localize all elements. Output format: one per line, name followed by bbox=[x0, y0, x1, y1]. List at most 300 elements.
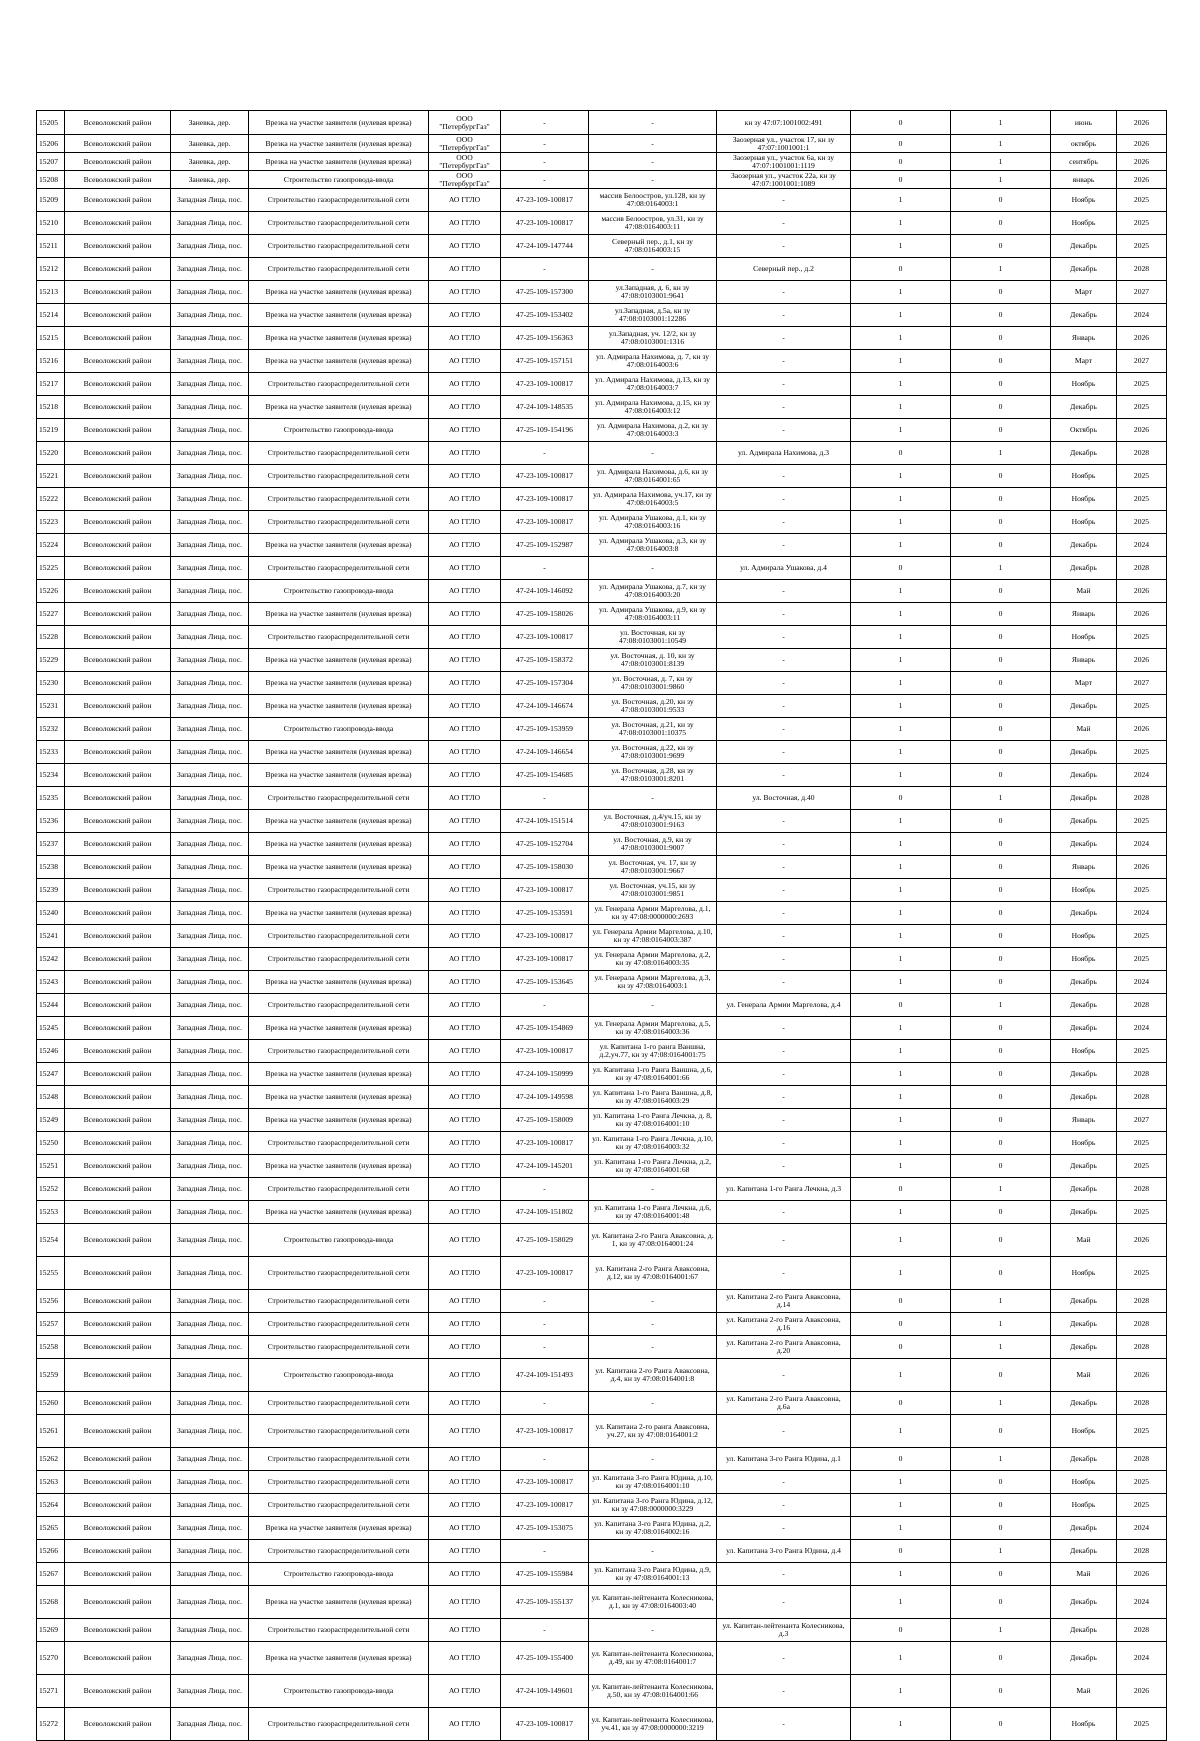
address-contracted-cell: - bbox=[589, 135, 717, 153]
table-row bbox=[37, 135, 1167, 153]
table-row bbox=[37, 1201, 1167, 1224]
count-planned-cell: 0 bbox=[951, 1224, 1051, 1257]
organization-cell: АО ГГЛО bbox=[429, 1392, 501, 1415]
contract-number-cell: 47-24-109-151514 bbox=[501, 810, 589, 833]
address-contracted-cell: ул. Капитан-лейтенанта Колесникова, д.50, кн зу 47:08:0164001:66 bbox=[589, 1675, 717, 1708]
district-cell: Всеволожский район bbox=[65, 672, 171, 695]
district-cell: Всеволожский район bbox=[65, 764, 171, 787]
month-cell: Ноябрь bbox=[1051, 1494, 1117, 1517]
count-contracted-cell: 1 bbox=[851, 1063, 951, 1086]
address-contracted-cell: ул. Капитана 1-го Ранга Лечкна, д.6, кн зу 47:08:0164001:48 bbox=[589, 1201, 717, 1224]
month-cell: Ноябрь bbox=[1051, 626, 1117, 649]
count-contracted-cell: 1 bbox=[851, 1201, 951, 1224]
count-planned-cell: 1 bbox=[951, 787, 1051, 810]
contract-number-cell: - bbox=[501, 442, 589, 465]
count-planned-cell: 0 bbox=[951, 1086, 1051, 1109]
count-planned-cell: 0 bbox=[951, 1359, 1051, 1392]
table-row bbox=[37, 1155, 1167, 1178]
count-planned-cell: 0 bbox=[951, 235, 1051, 258]
count-planned-cell: 0 bbox=[951, 1415, 1051, 1448]
work-type-cell: Строительство газопровода-ввода bbox=[249, 1675, 429, 1708]
address-planned-cell: - bbox=[717, 373, 851, 396]
contract-number-cell: 47-25-109-153402 bbox=[501, 304, 589, 327]
month-cell: Декабрь bbox=[1051, 304, 1117, 327]
table-row bbox=[37, 171, 1167, 189]
count-contracted-cell: 1 bbox=[851, 879, 951, 902]
organization-cell: АО ГГЛО bbox=[429, 1086, 501, 1109]
settlement-cell: Западная Лица, пос. bbox=[171, 603, 249, 626]
organization-cell: АО ГГЛО bbox=[429, 833, 501, 856]
row-number-cell: 15241 bbox=[37, 925, 65, 948]
contract-number-cell: - bbox=[501, 258, 589, 281]
settlement-cell: Западная Лица, пос. bbox=[171, 1619, 249, 1642]
contract-number-cell: - bbox=[501, 1290, 589, 1313]
district-cell: Всеволожский район bbox=[65, 419, 171, 442]
month-cell: Декабрь bbox=[1051, 442, 1117, 465]
count-contracted-cell: 0 bbox=[851, 994, 951, 1017]
count-contracted-cell: 1 bbox=[851, 1155, 951, 1178]
row-number-cell: 15254 bbox=[37, 1224, 65, 1257]
row-number-cell: 15239 bbox=[37, 879, 65, 902]
month-cell: Декабрь bbox=[1051, 695, 1117, 718]
address-contracted-cell: ул. Адмирала Нахимова, д.13, кн зу 47:08:0164003:7 bbox=[589, 373, 717, 396]
settlement-cell: Западная Лица, пос. bbox=[171, 925, 249, 948]
row-number-cell: 15210 bbox=[37, 212, 65, 235]
settlement-cell: Западная Лица, пос. bbox=[171, 1155, 249, 1178]
work-type-cell: Строительство газопровода-ввода bbox=[249, 718, 429, 741]
contract-number-cell: 47-25-109-154196 bbox=[501, 419, 589, 442]
settlement-cell: Заневка, дер. bbox=[171, 111, 249, 135]
year-cell: 2028 bbox=[1117, 1063, 1167, 1086]
contract-number-cell: 47-23-109-100817 bbox=[501, 948, 589, 971]
month-cell: Январь bbox=[1051, 856, 1117, 879]
settlement-cell: Западная Лица, пос. bbox=[171, 718, 249, 741]
year-cell: 2028 bbox=[1117, 1290, 1167, 1313]
address-planned-cell: - bbox=[717, 580, 851, 603]
contract-number-cell: 47-23-109-100817 bbox=[501, 373, 589, 396]
row-number-cell: 15242 bbox=[37, 948, 65, 971]
settlement-cell: Западная Лица, пос. bbox=[171, 1336, 249, 1359]
month-cell: Декабрь bbox=[1051, 810, 1117, 833]
work-type-cell: Врезка на участке заявителя (нулевая врезка) bbox=[249, 1086, 429, 1109]
count-contracted-cell: 1 bbox=[851, 281, 951, 304]
settlement-cell: Западная Лица, пос. bbox=[171, 1132, 249, 1155]
district-cell: Всеволожский район bbox=[65, 1359, 171, 1392]
settlement-cell: Западная Лица, пос. bbox=[171, 511, 249, 534]
settlement-cell: Западная Лица, пос. bbox=[171, 1415, 249, 1448]
district-cell: Всеволожский район bbox=[65, 304, 171, 327]
settlement-cell: Западная Лица, пос. bbox=[171, 1178, 249, 1201]
settlement-cell: Западная Лица, пос. bbox=[171, 1359, 249, 1392]
contract-number-cell: 47-24-109-146654 bbox=[501, 741, 589, 764]
organization-cell: АО ГГЛО bbox=[429, 1109, 501, 1132]
work-type-cell: Строительство газопровода-ввода bbox=[249, 419, 429, 442]
contract-number-cell: 47-23-109-100817 bbox=[501, 212, 589, 235]
table-row bbox=[37, 1224, 1167, 1257]
settlement-cell: Западная Лица, пос. bbox=[171, 1448, 249, 1471]
count-contracted-cell: 1 bbox=[851, 1675, 951, 1708]
work-type-cell: Строительство газораспределительной сети bbox=[249, 925, 429, 948]
row-number-cell: 15206 bbox=[37, 135, 65, 153]
row-number-cell: 15267 bbox=[37, 1563, 65, 1586]
work-type-cell: Строительство газопровода-ввода bbox=[249, 171, 429, 189]
table-row bbox=[37, 258, 1167, 281]
month-cell: Ноябрь bbox=[1051, 1415, 1117, 1448]
address-contracted-cell: ул. Адмирала Нахимова, д.2, кн зу 47:08:0164003:3 bbox=[589, 419, 717, 442]
organization-cell: АО ГГЛО bbox=[429, 419, 501, 442]
work-type-cell: Строительство газораспределительной сети bbox=[249, 1494, 429, 1517]
row-number-cell: 15246 bbox=[37, 1040, 65, 1063]
organization-cell: АО ГГЛО bbox=[429, 511, 501, 534]
address-contracted-cell: массив Белоостров, ул.31, кн зу 47:08:0164003:11 bbox=[589, 212, 717, 235]
row-number-cell: 15248 bbox=[37, 1086, 65, 1109]
address-planned-cell: - bbox=[717, 1642, 851, 1675]
work-type-cell: Врезка на участке заявителя (нулевая врезка) bbox=[249, 281, 429, 304]
count-contracted-cell: 1 bbox=[851, 1586, 951, 1619]
address-planned-cell: ул. Капитана 2-го Ранга Аваксовна, д.14 bbox=[717, 1290, 851, 1313]
district-cell: Всеволожский район bbox=[65, 1086, 171, 1109]
district-cell: Всеволожский район bbox=[65, 1257, 171, 1290]
address-contracted-cell: - bbox=[589, 1178, 717, 1201]
contract-number-cell: 47-25-109-158372 bbox=[501, 649, 589, 672]
table-row bbox=[37, 856, 1167, 879]
settlement-cell: Западная Лица, пос. bbox=[171, 235, 249, 258]
year-cell: 2026 bbox=[1117, 580, 1167, 603]
organization-cell: АО ГГЛО bbox=[429, 1017, 501, 1040]
row-number-cell: 15205 bbox=[37, 111, 65, 135]
month-cell: Декабрь bbox=[1051, 1063, 1117, 1086]
organization-cell: АО ГГЛО bbox=[429, 1132, 501, 1155]
district-cell: Всеволожский район bbox=[65, 971, 171, 994]
district-cell: Всеволожский район bbox=[65, 1675, 171, 1708]
address-contracted-cell: ул. Адмирала Ушакова, д.9, кн зу 47:08:0164003:11 bbox=[589, 603, 717, 626]
settlement-cell: Западная Лица, пос. bbox=[171, 787, 249, 810]
count-planned-cell: 0 bbox=[951, 488, 1051, 511]
address-planned-cell: - bbox=[717, 856, 851, 879]
year-cell: 2026 bbox=[1117, 135, 1167, 153]
address-contracted-cell: ул. Капитана 1-го Ранга Лечкна, д.10, кн зу 47:08:0164003:32 bbox=[589, 1132, 717, 1155]
organization-cell: АО ГГЛО bbox=[429, 580, 501, 603]
table-row bbox=[37, 1290, 1167, 1313]
month-cell: Октябрь bbox=[1051, 419, 1117, 442]
count-planned-cell: 0 bbox=[951, 718, 1051, 741]
count-planned-cell: 1 bbox=[951, 1290, 1051, 1313]
table-row bbox=[37, 465, 1167, 488]
contract-number-cell: 47-23-109-100817 bbox=[501, 879, 589, 902]
count-planned-cell: 0 bbox=[951, 1017, 1051, 1040]
month-cell: Декабрь bbox=[1051, 1290, 1117, 1313]
contract-number-cell: 47-23-109-100817 bbox=[501, 465, 589, 488]
work-type-cell: Строительство газораспределительной сети bbox=[249, 557, 429, 580]
table-row bbox=[37, 1359, 1167, 1392]
year-cell: 2025 bbox=[1117, 626, 1167, 649]
month-cell: Март bbox=[1051, 281, 1117, 304]
work-type-cell: Врезка на участке заявителя (нулевая врезка) bbox=[249, 135, 429, 153]
contract-number-cell: 47-25-109-153959 bbox=[501, 718, 589, 741]
row-number-cell: 15237 bbox=[37, 833, 65, 856]
address-contracted-cell: - bbox=[589, 557, 717, 580]
district-cell: Всеволожский район bbox=[65, 171, 171, 189]
table-row bbox=[37, 971, 1167, 994]
organization-cell: АО ГГЛО bbox=[429, 856, 501, 879]
settlement-cell: Западная Лица, пос. bbox=[171, 948, 249, 971]
address-planned-cell: - bbox=[717, 235, 851, 258]
count-contracted-cell: 0 bbox=[851, 1392, 951, 1415]
count-planned-cell: 0 bbox=[951, 1708, 1051, 1741]
settlement-cell: Западная Лица, пос. bbox=[171, 902, 249, 925]
contract-number-cell: 47-23-109-100817 bbox=[501, 925, 589, 948]
address-contracted-cell: ул. Капитана 1-го Ранга Ваншна, д.6, кн зу 47:08:0164001:66 bbox=[589, 1063, 717, 1086]
organization-cell: АО ГГЛО bbox=[429, 212, 501, 235]
count-planned-cell: 0 bbox=[951, 856, 1051, 879]
district-cell: Всеволожский район bbox=[65, 1201, 171, 1224]
month-cell: Ноябрь bbox=[1051, 925, 1117, 948]
year-cell: 2027 bbox=[1117, 672, 1167, 695]
count-contracted-cell: 1 bbox=[851, 511, 951, 534]
contract-number-cell: - bbox=[501, 1392, 589, 1415]
count-contracted-cell: 1 bbox=[851, 534, 951, 557]
count-planned-cell: 1 bbox=[951, 1540, 1051, 1563]
address-planned-cell: - bbox=[717, 971, 851, 994]
table-row bbox=[37, 327, 1167, 350]
count-contracted-cell: 1 bbox=[851, 419, 951, 442]
count-contracted-cell: 1 bbox=[851, 833, 951, 856]
settlement-cell: Западная Лица, пос. bbox=[171, 1040, 249, 1063]
count-contracted-cell: 1 bbox=[851, 902, 951, 925]
table-row bbox=[37, 1392, 1167, 1415]
row-number-cell: 15207 bbox=[37, 153, 65, 171]
row-number-cell: 15233 bbox=[37, 741, 65, 764]
count-planned-cell: 0 bbox=[951, 971, 1051, 994]
table-row bbox=[37, 948, 1167, 971]
table-row bbox=[37, 649, 1167, 672]
address-contracted-cell: - bbox=[589, 1392, 717, 1415]
district-cell: Всеволожский район bbox=[65, 1040, 171, 1063]
address-planned-cell: - bbox=[717, 534, 851, 557]
contract-number-cell: 47-25-109-157300 bbox=[501, 281, 589, 304]
district-cell: Всеволожский район bbox=[65, 135, 171, 153]
district-cell: Всеволожский район bbox=[65, 1471, 171, 1494]
address-planned-cell: - bbox=[717, 511, 851, 534]
contract-number-cell: 47-25-109-155400 bbox=[501, 1642, 589, 1675]
address-contracted-cell: ул. Восточная, уч.15, кн зу 47:08:0103001:9851 bbox=[589, 879, 717, 902]
work-type-cell: Врезка на участке заявителя (нулевая врезка) bbox=[249, 810, 429, 833]
contract-number-cell: 47-23-109-100817 bbox=[501, 1257, 589, 1290]
organization-cell: АО ГГЛО bbox=[429, 534, 501, 557]
month-cell: Декабрь bbox=[1051, 534, 1117, 557]
row-number-cell: 15238 bbox=[37, 856, 65, 879]
district-cell: Всеволожский район bbox=[65, 1290, 171, 1313]
count-contracted-cell: 1 bbox=[851, 649, 951, 672]
row-number-cell: 15240 bbox=[37, 902, 65, 925]
count-planned-cell: 0 bbox=[951, 1586, 1051, 1619]
contract-number-cell: - bbox=[501, 171, 589, 189]
table-row bbox=[37, 557, 1167, 580]
work-type-cell: Строительство газораспределительной сети bbox=[249, 212, 429, 235]
district-cell: Всеволожский район bbox=[65, 488, 171, 511]
row-number-cell: 15212 bbox=[37, 258, 65, 281]
count-contracted-cell: 0 bbox=[851, 1313, 951, 1336]
row-number-cell: 15271 bbox=[37, 1675, 65, 1708]
year-cell: 2025 bbox=[1117, 396, 1167, 419]
table-row bbox=[37, 419, 1167, 442]
count-contracted-cell: 1 bbox=[851, 1708, 951, 1741]
count-planned-cell: 1 bbox=[951, 135, 1051, 153]
district-cell: Всеволожский район bbox=[65, 833, 171, 856]
count-planned-cell: 0 bbox=[951, 1517, 1051, 1540]
month-cell: Декабрь bbox=[1051, 1392, 1117, 1415]
row-number-cell: 15208 bbox=[37, 171, 65, 189]
table-row bbox=[37, 1017, 1167, 1040]
table-row bbox=[37, 603, 1167, 626]
district-cell: Всеволожский район bbox=[65, 111, 171, 135]
table-row bbox=[37, 764, 1167, 787]
address-planned-cell: - bbox=[717, 718, 851, 741]
count-planned-cell: 0 bbox=[951, 212, 1051, 235]
count-planned-cell: 0 bbox=[951, 925, 1051, 948]
address-contracted-cell: - bbox=[589, 258, 717, 281]
year-cell: 2026 bbox=[1117, 327, 1167, 350]
row-number-cell: 15251 bbox=[37, 1155, 65, 1178]
row-number-cell: 15261 bbox=[37, 1415, 65, 1448]
work-type-cell: Врезка на участке заявителя (нулевая врезка) bbox=[249, 304, 429, 327]
organization-cell: АО ГГЛО bbox=[429, 1675, 501, 1708]
count-planned-cell: 0 bbox=[951, 603, 1051, 626]
year-cell: 2025 bbox=[1117, 1155, 1167, 1178]
settlement-cell: Западная Лица, пос. bbox=[171, 879, 249, 902]
year-cell: 2026 bbox=[1117, 153, 1167, 171]
contract-number-cell: 47-23-109-100817 bbox=[501, 1494, 589, 1517]
table-row bbox=[37, 1415, 1167, 1448]
year-cell: 2024 bbox=[1117, 833, 1167, 856]
count-planned-cell: 1 bbox=[951, 153, 1051, 171]
count-planned-cell: 0 bbox=[951, 695, 1051, 718]
contract-number-cell: 47-24-109-145201 bbox=[501, 1155, 589, 1178]
district-cell: Всеволожский район bbox=[65, 258, 171, 281]
contract-number-cell: - bbox=[501, 1313, 589, 1336]
address-contracted-cell: ул. Восточная, д.20, кн зу 47:08:0103001:9533 bbox=[589, 695, 717, 718]
contract-number-cell: - bbox=[501, 153, 589, 171]
address-contracted-cell: ул. Капитана 1-го Ранга Ваншна, д.8, кн зу 47:08:0164003:29 bbox=[589, 1086, 717, 1109]
district-cell: Всеволожский район bbox=[65, 1132, 171, 1155]
row-number-cell: 15255 bbox=[37, 1257, 65, 1290]
year-cell: 2026 bbox=[1117, 1675, 1167, 1708]
settlement-cell: Западная Лица, пос. bbox=[171, 1290, 249, 1313]
organization-cell: АО ГГЛО bbox=[429, 442, 501, 465]
year-cell: 2024 bbox=[1117, 971, 1167, 994]
year-cell: 2028 bbox=[1117, 258, 1167, 281]
district-cell: Всеволожский район bbox=[65, 741, 171, 764]
address-contracted-cell: ул. Капитана 1-го Ранга Лечкна, д. 8, кн зу 47:08:0164001:10 bbox=[589, 1109, 717, 1132]
month-cell: Ноябрь bbox=[1051, 511, 1117, 534]
row-number-cell: 15227 bbox=[37, 603, 65, 626]
table-row bbox=[37, 1063, 1167, 1086]
organization-cell: АО ГГЛО bbox=[429, 649, 501, 672]
work-type-cell: Строительство газопровода-ввода bbox=[249, 1224, 429, 1257]
count-contracted-cell: 1 bbox=[851, 1017, 951, 1040]
year-cell: 2024 bbox=[1117, 1017, 1167, 1040]
contract-number-cell: 47-25-109-158026 bbox=[501, 603, 589, 626]
count-contracted-cell: 0 bbox=[851, 111, 951, 135]
contract-number-cell: 47-23-109-100817 bbox=[501, 1415, 589, 1448]
month-cell: Май bbox=[1051, 580, 1117, 603]
district-cell: Всеволожский район bbox=[65, 810, 171, 833]
settlement-cell: Западная Лица, пос. bbox=[171, 856, 249, 879]
table-row bbox=[37, 534, 1167, 557]
table-row bbox=[37, 153, 1167, 171]
row-number-cell: 15221 bbox=[37, 465, 65, 488]
year-cell: 2028 bbox=[1117, 1619, 1167, 1642]
count-planned-cell: 0 bbox=[951, 1494, 1051, 1517]
count-contracted-cell: 1 bbox=[851, 1494, 951, 1517]
row-number-cell: 15259 bbox=[37, 1359, 65, 1392]
work-type-cell: Врезка на участке заявителя (нулевая врезка) bbox=[249, 327, 429, 350]
count-contracted-cell: 1 bbox=[851, 212, 951, 235]
address-contracted-cell: - bbox=[589, 171, 717, 189]
month-cell: июнь bbox=[1051, 111, 1117, 135]
month-cell: Декабрь bbox=[1051, 258, 1117, 281]
organization-cell: АО ГГЛО bbox=[429, 350, 501, 373]
work-type-cell: Строительство газораспределительной сети bbox=[249, 488, 429, 511]
year-cell: 2025 bbox=[1117, 1040, 1167, 1063]
work-type-cell: Врезка на участке заявителя (нулевая врезка) bbox=[249, 695, 429, 718]
address-planned-cell: - bbox=[717, 1359, 851, 1392]
settlement-cell: Западная Лица, пос. bbox=[171, 442, 249, 465]
settlement-cell: Западная Лица, пос. bbox=[171, 419, 249, 442]
district-cell: Всеволожский район bbox=[65, 1517, 171, 1540]
contract-number-cell: 47-25-109-153075 bbox=[501, 1517, 589, 1540]
month-cell: Ноябрь bbox=[1051, 1132, 1117, 1155]
table-row bbox=[37, 580, 1167, 603]
district-cell: Всеволожский район bbox=[65, 153, 171, 171]
table-row bbox=[37, 1448, 1167, 1471]
count-planned-cell: 0 bbox=[951, 1201, 1051, 1224]
address-contracted-cell: ул. Адмирала Ушакова, д.7, кн зу 47:08:0164003:20 bbox=[589, 580, 717, 603]
address-contracted-cell: ул. Капитана 2-го Ранга Аваксовна, д.4, кн зу 47:08:0164001:8 bbox=[589, 1359, 717, 1392]
address-planned-cell: - bbox=[717, 1415, 851, 1448]
contract-number-cell: 47-25-109-157304 bbox=[501, 672, 589, 695]
count-contracted-cell: 0 bbox=[851, 1448, 951, 1471]
address-planned-cell: - bbox=[717, 1086, 851, 1109]
count-contracted-cell: 1 bbox=[851, 1257, 951, 1290]
settlement-cell: Западная Лица, пос. bbox=[171, 672, 249, 695]
work-type-cell: Врезка на участке заявителя (нулевая врезка) bbox=[249, 672, 429, 695]
contract-number-cell: 47-23-109-100817 bbox=[501, 1471, 589, 1494]
settlement-cell: Западная Лица, пос. bbox=[171, 350, 249, 373]
table-row bbox=[37, 925, 1167, 948]
contract-number-cell: 47-24-109-150999 bbox=[501, 1063, 589, 1086]
row-number-cell: 15272 bbox=[37, 1708, 65, 1741]
year-cell: 2026 bbox=[1117, 718, 1167, 741]
work-type-cell: Строительство газораспределительной сети bbox=[249, 879, 429, 902]
month-cell: Ноябрь bbox=[1051, 373, 1117, 396]
district-cell: Всеволожский район bbox=[65, 695, 171, 718]
organization-cell: АО ГГЛО bbox=[429, 1563, 501, 1586]
organization-cell: АО ГГЛО bbox=[429, 258, 501, 281]
organization-cell: ООО "ПетербургГаз" bbox=[429, 111, 501, 135]
settlement-cell: Западная Лица, пос. bbox=[171, 1257, 249, 1290]
work-type-cell: Врезка на участке заявителя (нулевая врезка) bbox=[249, 1109, 429, 1132]
table-row bbox=[37, 1540, 1167, 1563]
organization-cell: АО ГГЛО bbox=[429, 488, 501, 511]
count-contracted-cell: 0 bbox=[851, 1178, 951, 1201]
address-contracted-cell: ул. Генерала Армии Маргелова, д.2, кн зу 47:08:0164003:35 bbox=[589, 948, 717, 971]
settlement-cell: Западная Лица, пос. bbox=[171, 1109, 249, 1132]
address-planned-cell: - bbox=[717, 1471, 851, 1494]
work-type-cell: Строительство газораспределительной сети bbox=[249, 1290, 429, 1313]
contract-number-cell: - bbox=[501, 994, 589, 1017]
work-type-cell: Врезка на участке заявителя (нулевая врезка) bbox=[249, 902, 429, 925]
